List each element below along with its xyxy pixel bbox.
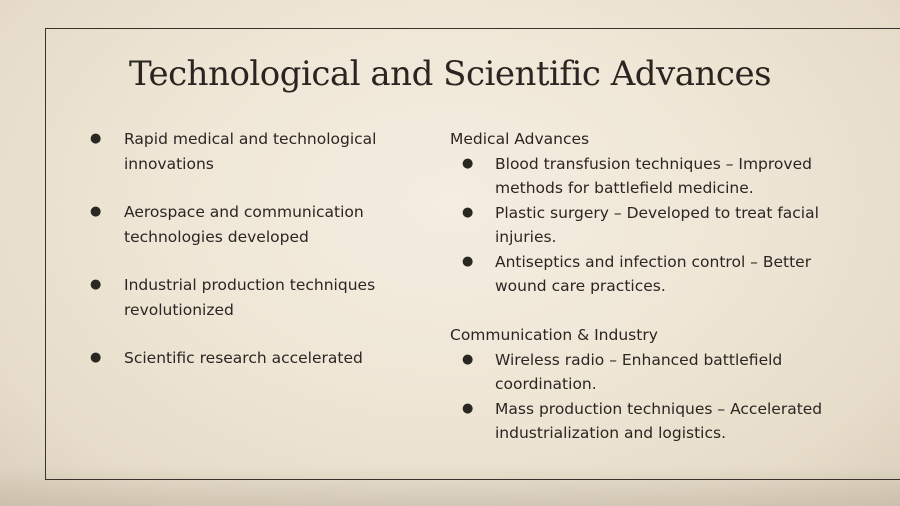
list-item	[450, 152, 850, 201]
list-item	[90, 127, 390, 176]
list-item-text: Blood transfusion techniques – Improved methods for battlefield medicine.	[495, 154, 812, 197]
bullet-icon: ●	[90, 350, 102, 365]
list-item	[450, 397, 850, 446]
list-item-text: Mass production techniques – Accelerated industrialization and logistics.	[495, 399, 823, 442]
bullet-icon: ●	[90, 204, 102, 219]
bullet-icon: ●	[462, 204, 474, 220]
list-item	[450, 250, 850, 299]
list-item-text: Rapid medical and technological innovations	[124, 130, 377, 173]
list-item	[450, 201, 850, 250]
medical-advances-heading: Medical Advances	[450, 130, 590, 148]
left-bullet-list	[90, 127, 390, 395]
list-item-text: Industrial production techniques revolutionized	[124, 276, 376, 319]
list-item	[90, 273, 390, 322]
bullet-icon: ●	[462, 400, 474, 416]
list-item-text: Scientific research accelerated	[124, 349, 363, 367]
bullet-icon: ●	[90, 131, 102, 146]
right-content-column	[450, 127, 850, 446]
list-item	[90, 346, 390, 371]
list-item-text: Plastic surgery – Developed to treat facial injuries.	[495, 203, 819, 246]
section-spacer	[450, 299, 850, 324]
list-item-text: Aerospace and communication technologies developed	[124, 203, 364, 246]
bullet-icon: ●	[462, 253, 474, 269]
bullet-icon: ●	[462, 351, 474, 367]
list-item	[450, 348, 850, 397]
bullet-icon: ●	[462, 155, 474, 171]
list-item-text: Antiseptics and infection control – Better wound care practices.	[495, 252, 812, 295]
list-item-text: Wireless radio – Enhanced battlefield coordination.	[495, 350, 783, 393]
list-item	[90, 200, 390, 249]
slide-title: Technological and Scientific Advances	[128, 54, 772, 94]
bullet-icon: ●	[90, 277, 102, 292]
communication-industry-heading: Communication & Industry	[450, 326, 658, 344]
